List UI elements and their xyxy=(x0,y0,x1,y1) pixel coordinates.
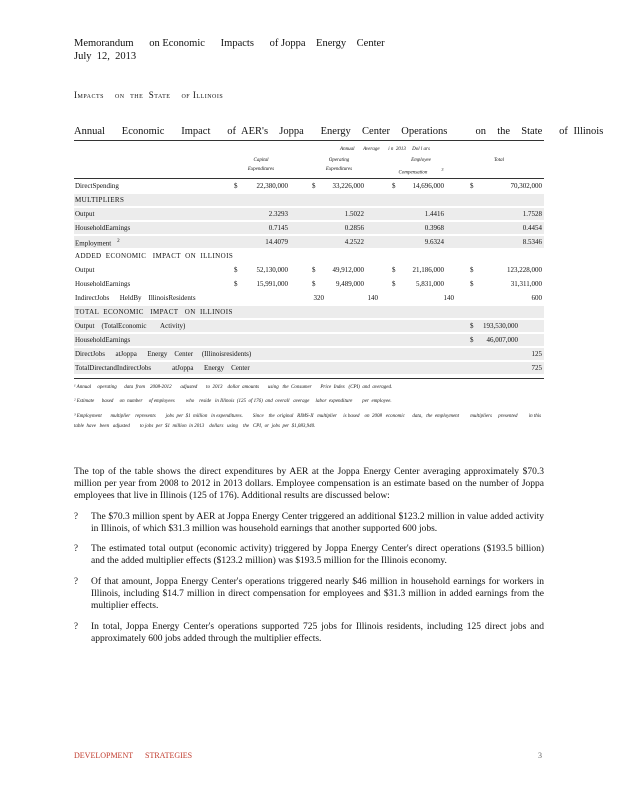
bullet-mark: ? xyxy=(74,543,78,553)
col-header-capital: Capital Expenditures xyxy=(247,158,275,172)
page-number: 3 xyxy=(538,751,542,760)
footer-middle: STRATEGIES xyxy=(145,751,193,760)
table-row: DirectJobs atJoppa Energy Center (Illinoisresidents) 125 xyxy=(75,350,542,358)
table-note-1: ¹ Annual operating data from 2008-2012 adjusted to 2013 dollar amounts using the Consumer Price Index (CPI) and averaged. xyxy=(74,385,393,390)
col-header-sup: 3 xyxy=(441,167,444,172)
table-header-rule xyxy=(74,178,544,179)
section-heading: Impacts on the State of Illinois xyxy=(74,90,224,100)
table-top-rule xyxy=(74,140,544,141)
col-header-compensation: Employee Compensation$^3$ xyxy=(398,158,444,176)
table-row: Output $ 52,130,000 $ 49,912,000 $ 21,186,000 $ 123,228,000 xyxy=(75,266,542,274)
memo-title: Memorandum on Economic Impacts of Joppa Energy Center xyxy=(74,38,385,49)
table-row: Output (TotalEconomic Activity) $ 193,530,000 xyxy=(74,320,544,332)
memo-date: July 12, 2013 xyxy=(74,51,137,62)
table-row: Employment $^2$ 14.4079 4.2522 9.6324 8.5346 xyxy=(75,238,542,248)
table-title: Annual Economic Impact of AER's Joppa Energy Center Operations on the State of Illinois xyxy=(74,126,604,137)
bullet-mark: ? xyxy=(74,511,78,521)
table-row: HouseholdEarnings 0.7145 0.2856 0.3968 0.4454 xyxy=(75,224,542,232)
table-section-multipliers: MULTIPLIERS xyxy=(74,194,544,206)
bullet-item: Of that amount, Joppa Energy Center's operations triggered nearly $46 million in household earnings for workers in Illinois, including $14.7 million in direct compensation for employees and $31.3 million in added earnings from the multiplier effects. xyxy=(91,577,544,611)
table-row-direct-spending: DirectSpending $ 22,380,000 $ 33,226,000 $ 14,696,000 $ 70,302,000 xyxy=(75,182,542,190)
bullet-item: In total, Joppa Energy Center's operations supported 725 jobs for Illinois residents, including 125 direct jobs and approximately 600 jobs added through the multiplier effects. xyxy=(91,622,544,644)
table-section-total: TOTAL ECONOMIC IMPACT ON ILLINOIS xyxy=(74,306,544,318)
summary-paragraph: The top of the table shows the direct expenditures by AER at the Joppa Energy Center averaging approximately $70.3 million per year from 2008 to 2012 in 2013 dollars. Employee compensation is an estimate based on the number of Joppa employees that live in Illinois (125 of 176). Additional results are discussed below: xyxy=(74,467,544,501)
bullet-mark: ? xyxy=(74,576,78,586)
table-row: HouseholdEarnings $ 46,007,000 xyxy=(74,334,544,346)
table-row: Output 2.3293 1.5022 1.4416 1.7528 xyxy=(75,210,542,218)
table-note-3: ³ Employment multiplier represents jobs per $1 million in expenditures. Since the original RIMS-II multiplier is based on 2008 economic data, the employment multipliers presented in this table have been adjusted to jobs per $1 million in 2013 dollars using the CPI, or jobs per $1,083,940. xyxy=(74,414,544,429)
bullet-item: The $70.3 million spent by AER at Joppa Energy Center triggered an additional $123.2 million in value added activity in Illinois, of which $31.3 million was household earnings that another supported 600 jobs. xyxy=(91,512,544,534)
bullet-mark: ? xyxy=(74,621,78,631)
col-header-total: Total xyxy=(493,158,505,163)
table-note-2: ² Estimate based on number of employees who reside in Illinois (125 of 176) and overall average labor expenditure per employee. xyxy=(74,399,392,404)
table-row-indirect-jobs: IndirectJobs HeldBy IllinoisResidents 320 140 140 600 xyxy=(75,294,542,302)
table-row: HouseholdEarnings $ 15,991,000 $ 9,489,000 $ 5,831,000 $ 31,311,000 xyxy=(75,280,542,288)
bullet-item: The estimated total output (economic activity) triggered by Joppa Energy Center's direct operations ($193.5 billion) and the added multiplier effects ($123.2 million) was $193.5 million for the Illinois economy. xyxy=(91,544,544,566)
footer-left: DEVELOPMENT xyxy=(74,751,134,760)
col-header-operating: Operating Expenditures xyxy=(325,158,353,172)
table-header-top: Annual Average i n 2013 Dol l ars xyxy=(340,147,430,152)
table-row: TotalDirectandIndirectJobs atJoppa Energy Center 725 xyxy=(75,364,542,372)
table-section-added: ADDED ECONOMIC IMPACT ON ILLINOIS xyxy=(75,252,234,260)
memo-header xyxy=(74,37,385,63)
table-bottom-rule xyxy=(74,378,544,379)
